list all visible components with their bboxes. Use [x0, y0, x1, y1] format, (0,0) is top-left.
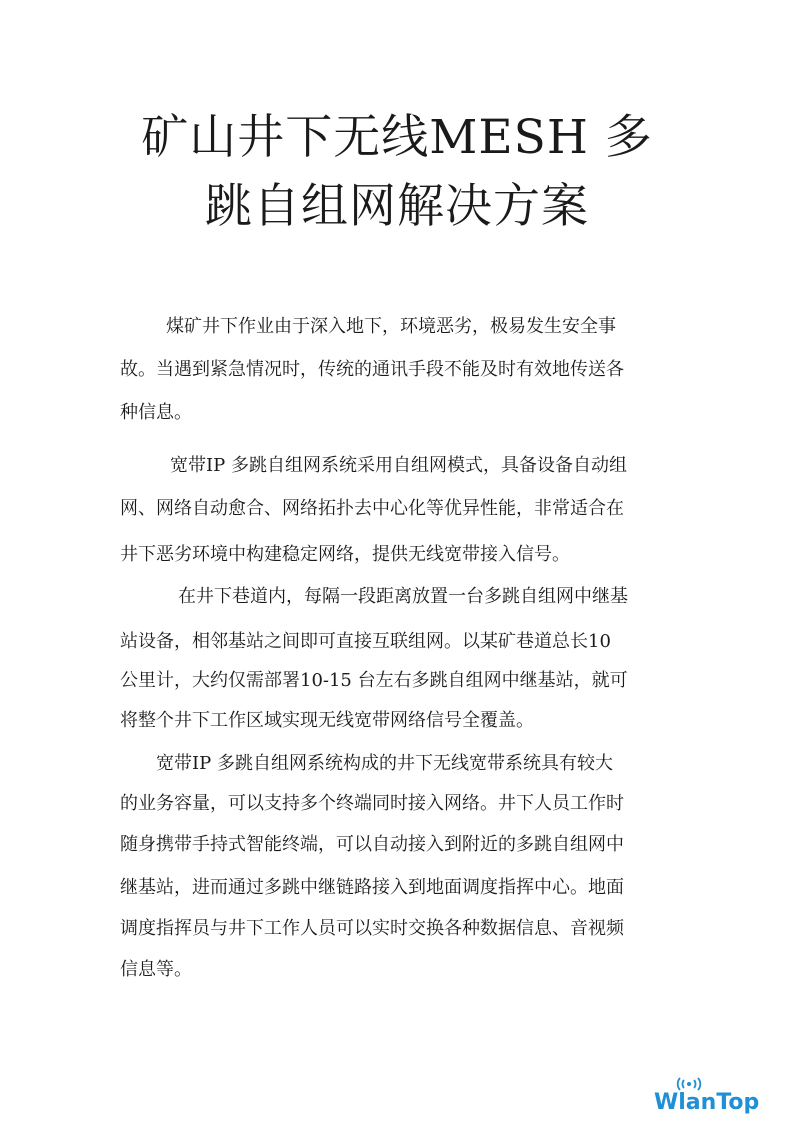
- document-title-line-2: 跳自组网解决方案: [205, 179, 589, 234]
- paragraph-4-line-3: 随身携带手持式智能终端，可以自动接入到附近的多跳自组网中: [120, 834, 624, 855]
- paragraph-4-line-5: 调度指挥员与井下工作人员可以实时交换各种数据信息、音视频: [120, 918, 624, 939]
- paragraph-3-line-3: 公里计，大约仅需部署10-15 台左右多跳自组网中继基站，就可: [120, 670, 628, 691]
- paragraph-2-line-3: 井下恶劣环境中构建稳定网络，提供无线宽带接入信号。: [120, 544, 570, 565]
- paragraph-3: [120, 582, 680, 732]
- paragraph-3-line-1: 在井下巷道内，每隔一段距离放置一台多跳自组网中继基: [178, 586, 628, 607]
- paragraph-2-line-1: 宽带IP 多跳自组网系统采用自组网模式，具备设备自动组: [170, 455, 627, 476]
- paragraph-1-line-3: 种信息。: [120, 402, 192, 423]
- paragraph-2-line-2: 网、网络自动愈合、网络拓扑去中心化等优异性能，非常适合在: [120, 498, 624, 519]
- paragraph-2: [120, 451, 680, 571]
- paragraph-4: [120, 749, 680, 979]
- paragraph-3-line-2: 站设备，相邻基站之间即可直接互联组网。以某矿巷道总长10: [120, 631, 611, 652]
- paragraph-4-line-4: 继基站，进而通过多跳中继链路接入到地面调度指挥中心。地面: [120, 877, 624, 898]
- paragraph-1-line-1: 煤矿井下作业由于深入地下，环境恶劣，极易发生安全事: [166, 316, 616, 337]
- paragraph-4-line-6: 信息等。: [120, 959, 192, 980]
- paragraph-4-line-2: 的业务容量，可以支持多个终端同时接入网络。井下人员工作时: [120, 793, 624, 814]
- document-title-line-1: 矿山井下无线MESH 多: [141, 110, 653, 165]
- paragraph-1: [120, 312, 680, 422]
- logo-text: WlanTop: [654, 1090, 760, 1115]
- paragraph-4-line-1: 宽带IP 多跳自组网系统构成的井下无线宽带系统具有较大: [156, 753, 613, 774]
- paragraph-1-line-2: 故。当遇到紧急情况时，传统的通讯手段不能及时有效地传送各: [120, 359, 624, 380]
- wlantop-logo: [654, 1076, 764, 1116]
- paragraph-3-line-4: 将整个井下工作区域实现无线宽带网络信号全覆盖。: [120, 710, 534, 731]
